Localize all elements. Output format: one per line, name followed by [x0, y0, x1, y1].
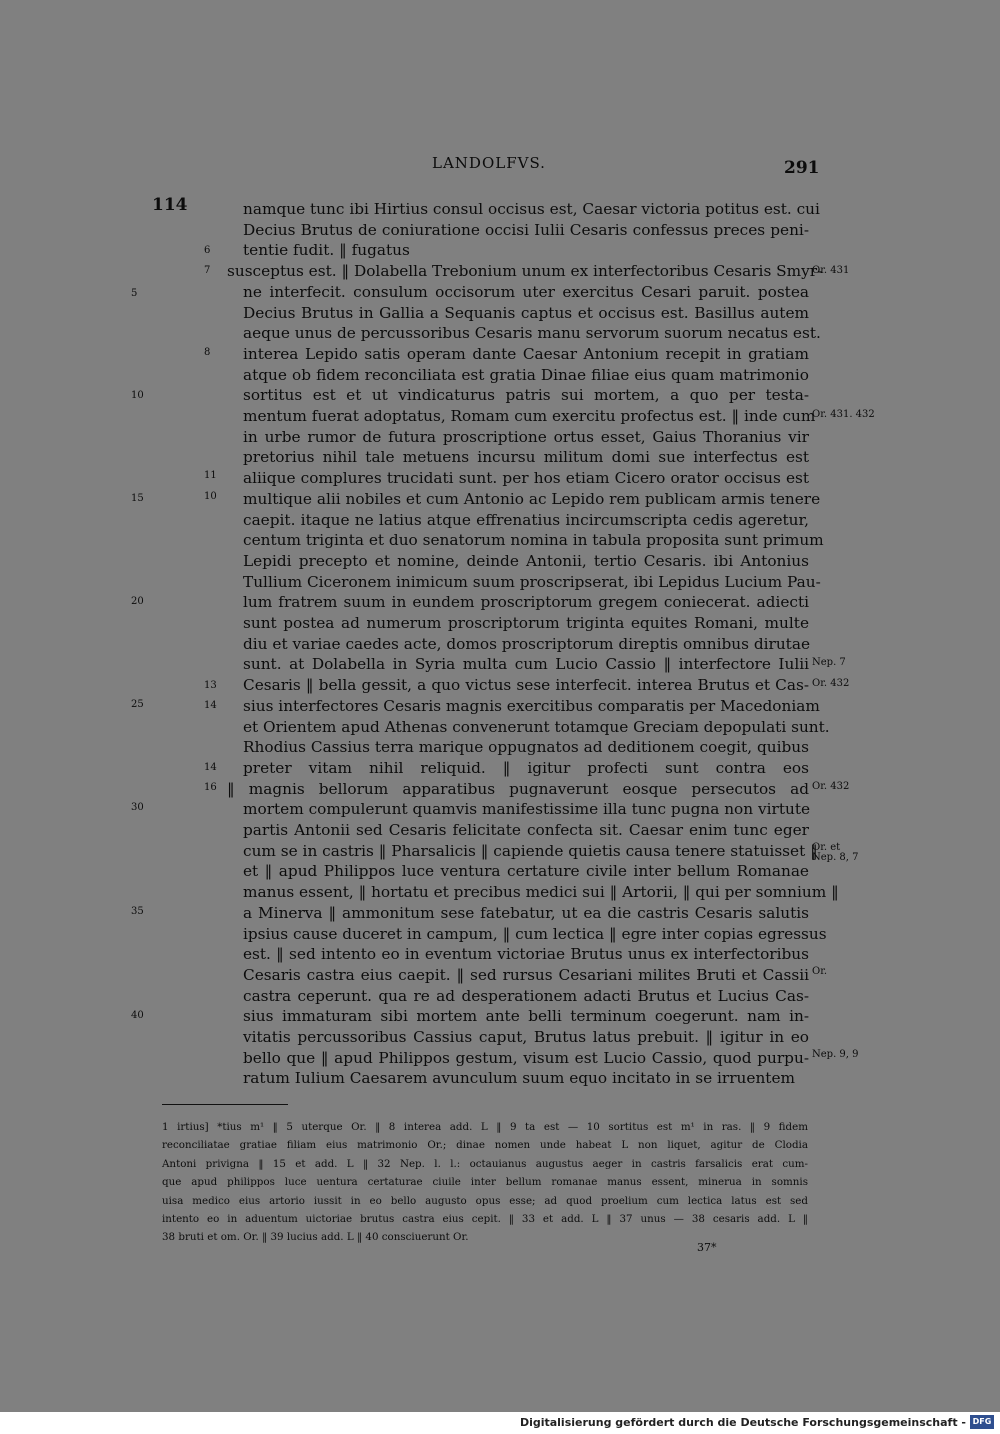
chapter-number: 14	[204, 762, 217, 773]
text-line: et Orientem apud Athenas convenerunt totamque Greciam depopulati sunt.	[243, 717, 830, 736]
text-line: castra ceperunt. qua re ad desperationem adacti Brutus et Lucius Cas-	[243, 986, 809, 1005]
line-number: 20	[131, 596, 144, 607]
source-reference: Or. et	[812, 842, 841, 853]
text-line: aeque unus de percussoribus Cesaris manu servorum suorum necatus est.	[243, 324, 821, 343]
text-line: centum triginta et duo senatorum nomina in tabula proposita sunt primum	[243, 531, 824, 550]
text-line: et ‖ apud Philippos luce ventura certature civile inter bellum Romanae	[243, 862, 809, 881]
text-line: namque tunc ibi Hirtius consul occisus est, Caesar victoria potitus est. cui	[243, 200, 820, 218]
text-line: Decius Brutus de coniuratione occisi Iulii Cesaris confessus preces peni-	[243, 220, 809, 239]
source-reference: Or. 432	[812, 781, 850, 792]
text-line: atque ob fidem reconciliata est gratia Dinae filiae eius quam matrimonio	[243, 365, 809, 384]
text-line: sius immaturam sibi mortem ante belli terminum coegerunt. nam in-	[243, 1007, 809, 1026]
text-line: est. ‖ sed intento eo in eventum victoriae Brutus unus ex interfectoribus	[243, 945, 809, 964]
text-line: sius interfectores Cesaris magnis exercitibus comparatis per Macedoniam	[243, 696, 820, 715]
text-line: Decius Brutus in Gallia a Sequanis captus et occisus est. Basillus autem	[243, 303, 809, 322]
text-line: Tullium Ciceronem inimicum suum proscripserat, ibi Lepidus Lucium Pau-	[243, 572, 821, 591]
text-line: Rhodius Cassius terra marique oppugnatos ad deditionem coegit, quibus	[243, 738, 809, 757]
chapter-number: 8	[204, 347, 211, 358]
text-line: Cesaris ‖ bella gessit, a quo victus sese interfecit. interea Brutus et Cas-	[243, 676, 809, 695]
page-number: 291	[784, 158, 820, 178]
line-number: 35	[131, 906, 144, 917]
text-line: lum fratrem suum in eundem proscriptorum gregem coniecerat. adiecti	[243, 593, 809, 612]
source-reference: Nep. 9, 9	[812, 1049, 859, 1060]
text-line: vitatis percussoribus Cassius caput, Brutus latus prebuit. ‖ igitur in eo	[243, 1028, 809, 1046]
text-line: multique alii nobiles et cum Antonio ac Lepido rem publicam armis tenere	[243, 489, 821, 508]
text-line: mortem compulerunt quamvis manifestissime illa tunc pugna non virtute	[243, 800, 811, 819]
line-number: 10	[131, 390, 144, 401]
line-number: 5	[131, 288, 138, 299]
text-line: preter vitam nihil reliquid. ‖ igitur profecti sunt contra eos	[243, 758, 809, 777]
text-line: manus essent, ‖ hortatu et precibus medici sui ‖ Artorii, ‖ qui per somnium ‖	[243, 883, 839, 902]
running-header: LANDOLFVS.	[432, 154, 546, 172]
text-line: diu et variae caedes acte, domos proscriptorum direptis omnibus dirutae	[243, 634, 810, 653]
text-line: sunt. at Dolabella in Syria multa cum Lucio Cassio ‖ interfectore Iulii	[243, 655, 809, 674]
chapter-number: 7	[204, 265, 211, 276]
text-line: sunt postea ad numerum proscriptorum triginta equites Romani, multe	[243, 614, 809, 632]
source-reference: Nep. 7	[812, 657, 846, 668]
text-line: Cesaris castra eius caepit. ‖ sed rursus Cesariani milites Bruti et Cassii	[243, 965, 809, 984]
text-line: mentum fuerat adoptatus, Romam cum exercitu profectus est. ‖ inde cum	[243, 407, 816, 425]
text-line: Lepidi precepto et nomine, deinde Antonii, tertio Cesaris. ibi Antonius	[243, 551, 809, 570]
text-line: tentie fudit. ‖ fugatus	[243, 241, 410, 260]
chapter-number: 13	[204, 680, 217, 691]
text-line: pretorius nihil tale metuens incursu militum domi sue interfectus est	[243, 448, 809, 467]
line-number: 30	[131, 802, 144, 813]
source-reference: Nep. 8, 7	[812, 852, 859, 863]
footnote-line: reconciliatae gratiae filiam eius matrimonio Or.; dinae nomen unde habeat L non liquet, agitur de Clodia	[162, 1139, 808, 1152]
footer-credit: Digitalisierung gefördert durch die Deutsche Forschungsgemeinschaft -	[519, 1416, 966, 1429]
line-number: 40	[131, 1010, 144, 1021]
text-line: aliique complures trucidati sunt. per hos etiam Cicero orator occisus est	[243, 469, 809, 488]
footnote-line: 38 bruti et om. Or. ‖ 39 lucius add. L ‖ 40 consciuerunt Or.	[162, 1231, 469, 1244]
source-reference: Or. 431	[812, 265, 850, 276]
line-number: 25	[131, 699, 144, 710]
footnote-line: intento eo in aduentum uictoriae brutus castra eius cepit. ‖ 33 et add. L ‖ 37 unus — 38 cesaris add. L ‖	[162, 1213, 808, 1225]
footnote-line: Antoni privigna ‖ 15 et add. L ‖ 32 Nep. l. l.: octauianus augustus aeger in castris farsalicis erat cum-	[162, 1157, 808, 1170]
text-line: sortitus est et ut vindicaturus patris sui mortem, a quo per testa-	[243, 386, 809, 405]
footnote-rule	[162, 1104, 288, 1105]
chapter-number: 16	[204, 782, 217, 793]
text-line: bello que ‖ apud Philippos gestum, visum est Lucio Cassio, quod purpu-	[243, 1048, 809, 1067]
source-reference: Or. 431. 432	[812, 409, 875, 420]
chapter-number: 14	[204, 700, 217, 711]
footnote-line: uisa medico eius artorio iussit in eo bello augusto opus esse; ad quod proelium cum lectica latus est sed	[162, 1194, 808, 1207]
footnote-line: que apud philippos luce uentura certaturae ciuile inter bellum romanae manus essent, minerua in somnis	[162, 1176, 808, 1189]
signature-mark: 37*	[697, 1241, 717, 1254]
chapter-number: 10	[204, 491, 217, 502]
text-line: ne interfecit. consulum occisorum uter exercitus Cesari paruit. postea	[243, 282, 809, 301]
line-number: 15	[131, 493, 144, 504]
footnote-line: 1 irtius] *tius m¹ ‖ 5 uterque Or. ‖ 8 interea add. L ‖ 9 ta est — 10 sortitus est m¹ in ras. ‖ 9 fidem	[162, 1121, 808, 1133]
section-number: 114	[152, 195, 188, 215]
text-line: susceptus est. ‖ Dolabella Trebonium unum ex interfectoribus Cesaris Smyr-	[227, 262, 823, 281]
text-line: a Minerva ‖ ammonitum sese fatebatur, ut ea die castris Cesaris salutis	[243, 903, 809, 922]
dfg-logo: DFG	[970, 1415, 994, 1429]
text-line: ipsius cause duceret in campum, ‖ cum lectica ‖ egre inter copias egressus	[243, 924, 827, 943]
source-reference: Or. 432	[812, 678, 850, 689]
text-line: in urbe rumor de futura proscriptione ortus esset, Gaius Thoranius vir	[243, 427, 809, 446]
text-line: caepit. itaque ne latius atque effrenatius incircumscripta cedis ageretur,	[243, 510, 809, 529]
text-line: partis Antonii sed Cesaris felicitate confecta sit. Caesar enim tunc eger	[243, 821, 809, 839]
text-line: cum se in castris ‖ Pharsalicis ‖ capiende quietis causa tenere statuisset ‖	[243, 841, 818, 860]
text-line: ratum Iulium Caesarem avunculum suum equo incitato in se irruentem	[243, 1069, 796, 1088]
source-reference: Or.	[812, 966, 828, 977]
chapter-number: 11	[204, 470, 217, 481]
text-line: interea Lepido satis operam dante Caesar Antonium recepit in gratiam	[243, 344, 809, 363]
text-line: ‖ magnis bellorum apparatibus pugnaverunt eosque persecutos ad	[227, 779, 809, 798]
chapter-number: 6	[204, 245, 211, 256]
